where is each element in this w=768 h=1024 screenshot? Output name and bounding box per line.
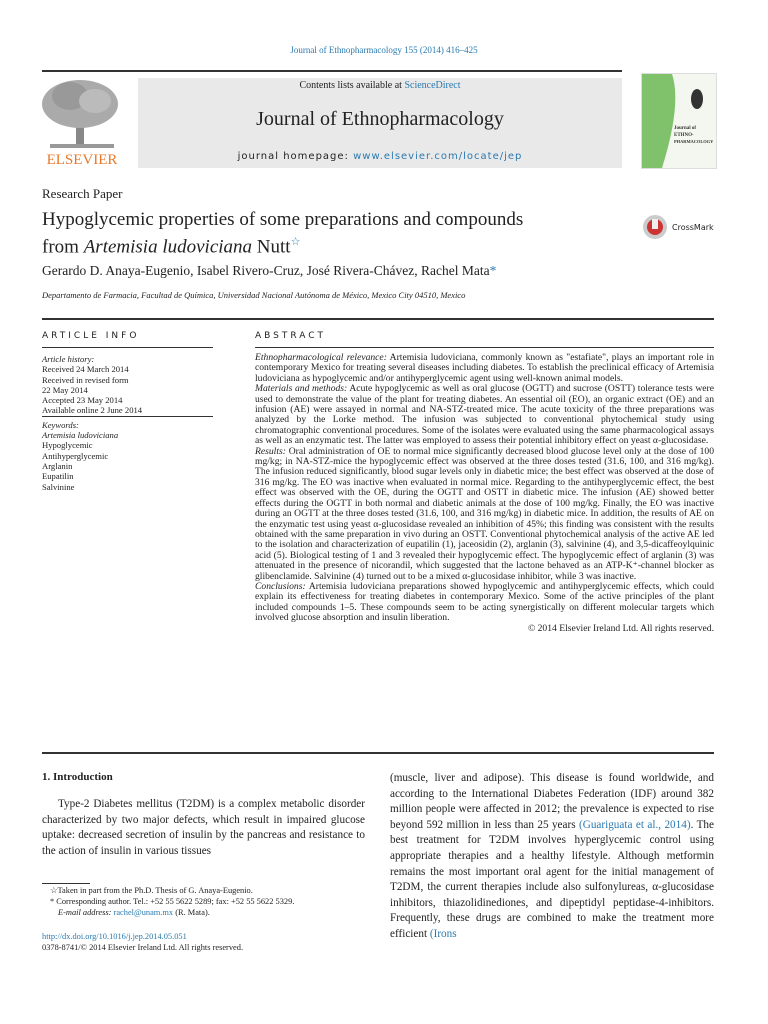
author-list [42, 263, 496, 279]
title-species: Artemisia ludoviciana [83, 236, 253, 258]
title-prefix: from [42, 236, 84, 258]
abstract-copyright: © 2014 Elsevier Ireland Ltd. All rights reserved. [527, 622, 714, 634]
abstract-section-text: Acute hypoglycemic as well as oral glucose (OGTT) and sucrose (OSTT) tolerance tests were used to demonstrate the value of the plant for treating diabetes. An essential oil (EO), an organic extract (OE) and an infusion (AE) were assayed in normal and NA-STZ-treated mice. The acute toxicity of the three preparations was analyzed by the Lorke method. The infusion was subjected to conventional phytochemical study using chromatographic conventional procedures. Some of the isolates were evaluated using the same pharmacological assays as well as an enzymatic test. The latter was employed to assess their potential inhibitory effect on yeast α-glucosidase. [255, 383, 714, 447]
abstract-section-label: Materials and methods: [255, 383, 348, 395]
email-suffix: (R. Mata). [173, 907, 210, 917]
header-rule [42, 70, 622, 72]
abstract-section [255, 353, 714, 384]
footnotes [50, 886, 380, 918]
history-item: 22 May 2014 [42, 384, 88, 395]
keyword: Hypoglycemic [42, 440, 93, 451]
abstract-body [255, 353, 714, 634]
abstract-heading: ABSTRACT [255, 331, 327, 341]
footnote-email [50, 908, 380, 919]
sciencedirect-link[interactable]: ScienceDirect [404, 80, 461, 91]
article-title [42, 209, 622, 258]
article-type: Research Paper [42, 186, 123, 201]
journal-homepage [138, 151, 622, 162]
intro-text: . The best treatment for T2DM involves hyperglycemic control using appropriate therapies and a healthy lifestyle. Although metformin remains the most important oral agent for the initial management of T2DM, the current therapies include also sulfonylureas, α-glucosidase inhibitors, thiazolidinediones, and dipeptidyl peptidase-4-inhibitors. Frequently, these drugs are combined to make the treatment more efficient [390, 818, 714, 940]
footnote-rule [42, 883, 90, 884]
citation-link[interactable]: (Irons [429, 927, 457, 940]
elsevier-tree-icon [40, 76, 124, 168]
homepage-label: journal homepage: [237, 151, 354, 162]
issn-copyright: 0378-8741/© 2014 Elsevier Ireland Ltd. All rights reserved. [42, 943, 244, 952]
article-info-rule [42, 347, 213, 348]
keyword: Antihyperglycemic [42, 450, 109, 461]
abstract-section-label: Results: [255, 445, 286, 457]
footnote-thesis: ☆Taken in part from the Ph.D. Thesis of G. Anaya-Eugenio. [50, 886, 253, 895]
homepage-link[interactable]: www.elsevier.com/locate/jep [353, 151, 523, 162]
title-line-2 [42, 231, 622, 258]
introduction-left-column: Type-2 Diabetes mellitus (T2DM) is a complex metabolic disorder characterized by two major defects, which result in impaired glucose uptake: decreased secretion of insulin by the pancreas and resistance to the action of insulin in various tissues [42, 798, 365, 857]
title-footnote-mark[interactable]: ☆ [290, 236, 301, 248]
keyword: Arglanin [42, 460, 73, 471]
history-item: Accepted 23 May 2014 [42, 395, 123, 406]
keywords-label: Keywords: [42, 419, 79, 430]
introduction-heading: 1. Introduction [42, 771, 113, 783]
title-line-1: Hypoglycemic properties of some preparations and compounds [42, 209, 524, 230]
crossmark-icon [642, 214, 668, 240]
doi-link[interactable]: http://dx.doi.org/10.1016/j.jep.2014.05.051 [42, 932, 187, 941]
abstract-section [255, 447, 714, 582]
svg-text:Journal of: Journal of [674, 126, 697, 131]
crossmark-label: CrossMark [672, 222, 714, 232]
abstract-rule [255, 347, 714, 348]
email-link[interactable]: rachel@unam.mx [113, 907, 174, 917]
svg-text:ETHNO-: ETHNO- [674, 133, 694, 138]
title-suffix: Nutt [252, 236, 291, 258]
elsevier-logo [40, 76, 124, 168]
contents-line [138, 80, 622, 91]
history-item: Available online 2 June 2014 [42, 405, 213, 416]
abstract-section-text: Artemisia ludoviciana preparations showed hypoglycemic and antihyperglycemic effects, which could explain its effectiveness for treating diabetes in contemporary Mexico. Some of the active principles of the plant included compounds 1–5. These compounds seem to be acting synergistically on different molecular targets which involved glucose absorption and insulin liberation. [255, 580, 714, 624]
authors-text: Gerardo D. Anaya-Eugenio, Isabel Rivero-Cruz, José Rivera-Chávez, Rachel Mata [42, 263, 490, 278]
abstract-section-label: Ethnopharmacological relevance: [255, 352, 387, 363]
abstract-section [255, 582, 714, 624]
citation-link[interactable]: (Guariguata et al., 2014) [579, 818, 691, 831]
crossmark-button[interactable] [642, 213, 717, 241]
keyword: Artemisia ludoviciana [42, 430, 119, 441]
abstract-section-label: Conclusions: [255, 580, 306, 592]
contents-text: Contents lists available at [299, 80, 405, 91]
cover-art-icon [642, 74, 716, 168]
email-label: E-mail address: [58, 907, 114, 917]
keyword: Salvinine [42, 481, 75, 492]
journal-cover-thumbnail[interactable] [641, 73, 717, 169]
history-item: Received in revised form [42, 374, 129, 385]
journal-reference[interactable]: Journal of Ethnopharmacology 155 (2014) 416–425 [290, 45, 478, 55]
introduction-right-column [390, 771, 714, 943]
abstract-section-text: Oral administration of OE to normal mice significantly decreased blood glucose level only at the dose of 100 mg/kg; in NA-STZ-mice the hypoglycemic effect was observed at the three doses tested (31.6, 100, and 316 mg/kg). The infusion reduced significantly, blood sugar levels only in diabetic mice; the best effect was observed at the dose of 316 mg/kg. The EO was inactive when evaluated in normal mice. Regarding to the antihyperglycemic effect, the best effect was observed with the OE, during the OGTT and OSTT in diabetic mice. The infusion (AE) showed better effects during the OGTT in both normal and diabetic animals at the dose of 100 mg/kg. Finally, the EO was inactive during an OGTT at the three doses tested (31.6, 100, and 316 mg/kg) in diabetic mice. In addition, the results of AE on the enzymatic test using yeast α-glucosidase revealed an inhibition of 45%; this finding was consistent with the results obtained with the same preparation in vivo during an OSTT. Conventional phytochemical analysis of the active AE led to the isolation and characterization of eupatilin (1), jaceosidin (2), arglanin (3), salvinine (4), and 3,5-dicaffeoylquinic acid (5). Biological testing of 1 and 3 revealed their hypoglycemic effect. The hypoglycemic effect of arglanin (3) was attenuated in the presence of nicorandil, which suggested that the lactone behaved as an ATP-K⁺-channel blocker as glibenclamide. Salvinine (4) turned out to be a mixed α-glucosidase inhibitor, while 3 was inactive. [255, 445, 714, 582]
abstract-end-rule [42, 752, 714, 754]
affiliation: Departamento de Farmacia, Facultad de Química, Universidad Nacional Autónoma de México, Mexico City 04510, Mexico [42, 290, 466, 300]
abstract-section-text: Artemisia ludoviciana, commonly known as "estafiate", plays an important role in contemporary Mexico for treating several diseases including diabetes. To establish the preclinical efficacy of Artemisia ludoviciana as hypoglycemic and/or antihyperglycemic agent using well-known animal models. [255, 352, 714, 384]
section-rule [42, 318, 714, 320]
journal-title: Journal of Ethnopharmacology [256, 108, 504, 130]
abstract-section [255, 384, 714, 446]
article-history [42, 354, 222, 492]
footnote-corresponding: * Corresponding author. Tel.: +52 55 5622 5289; fax: +52 55 5622 5329. [50, 896, 295, 906]
history-item: Received 24 March 2014 [42, 364, 129, 375]
keyword: Eupatilin [42, 471, 74, 482]
article-info-heading: ARTICLE INFO [42, 331, 140, 341]
svg-text:PHARMACOLOGY: PHARMACOLOGY [674, 139, 714, 144]
corresponding-author-mark[interactable]: * [489, 263, 497, 278]
elsevier-wordmark: ELSEVIER [46, 152, 118, 168]
history-label: Article history: [42, 354, 95, 364]
intro-text: (muscle, liver and adipose). This disease is found worldwide, and according to the International Diabetes Federation (IDF) around 382 million people were affected in 2012; the prevalence is expected to rise beyond 592 million in less than 25 years [390, 772, 714, 831]
